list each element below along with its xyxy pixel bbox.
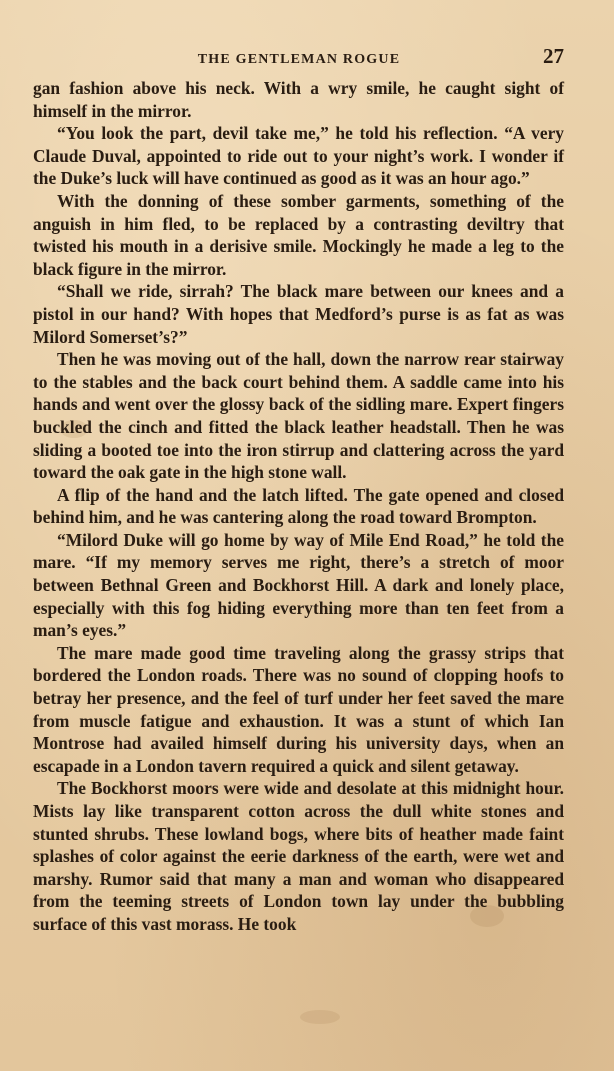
paragraph: The Bockhorst moors were wide and desolate at this midnight hour. Mists lay like transparent cotton across the dull white stones and stunted shrubs. These lowland bogs, where bits of heather made faint splashes of color against the eerie darkness of the earth, were wet and marshy. Rumor said that many a man and woman who disappeared from the teeming streets of London town lay under the bubbling surface of this vast morass. He took (33, 778, 564, 934)
paragraph: Then he was moving out of the hall, down the narrow rear stairway to the stables and the back court behind them. A saddle came into his hands and went over the glossy back of the sidling mare. Expert fingers buckled the cinch and fitted the black leather headstall. Then he was sliding a booted toe into the iron stirrup and clattering across the yard toward the oak gate in the high stone wall. (33, 349, 564, 483)
paragraph: “Milord Duke will go home by way of Mile End Road,” he told the mare. “If my memory serves me right, there’s a stretch of moor between Bethnal Green and Bockhorst Hill. A dark and lonely place, especially with this fog hiding everything more than ten feet from a man’s eyes.” (33, 529, 564, 641)
paragraph: A flip of the hand and the latch lifted. The gate opened and closed behind him, and he was cantering along the road toward Brompton. (33, 484, 564, 528)
page-header (34, 44, 564, 74)
paragraph: The mare made good time traveling along the grassy strips that bordered the London roads. There was no sound of clopping hoofs to betray her presence, and the feel of turf under her feet saved the mare from muscle fatigue and exhaustion. It was a stunt of which Ian Montrose had availed himself during his university days, when an escapade in a London tavern required a quick and silent getaway. (33, 642, 564, 776)
paragraph: “Shall we ride, sirrah? The black mare between our knees and a pistol in our hand? With hopes that Medford’s purse is as fat as was Milord Somerset’s?” (33, 281, 564, 347)
body-text (33, 77, 564, 936)
running-title: THE GENTLEMAN ROGUE (197, 52, 401, 67)
paragraph: With the donning of these somber garments, something of the anguish in him fled, to be replaced by a contrasting deviltry that twisted his mouth in a derisive smile. Mockingly he made a leg to the black figure in the mirror. (33, 190, 564, 279)
page-number: 27 (543, 44, 564, 68)
paragraph: “You look the part, devil take me,” he told his reflection. “A very Claude Duval, appointed to ride out to your night’s work. I wonder if the Duke’s luck will have continued as good as it was an hour ago.” (33, 123, 564, 189)
paragraph: gan fashion above his neck. With a wry smile, he caught sight of himself in the mirror. (33, 78, 564, 121)
paper-stain (300, 1010, 340, 1024)
